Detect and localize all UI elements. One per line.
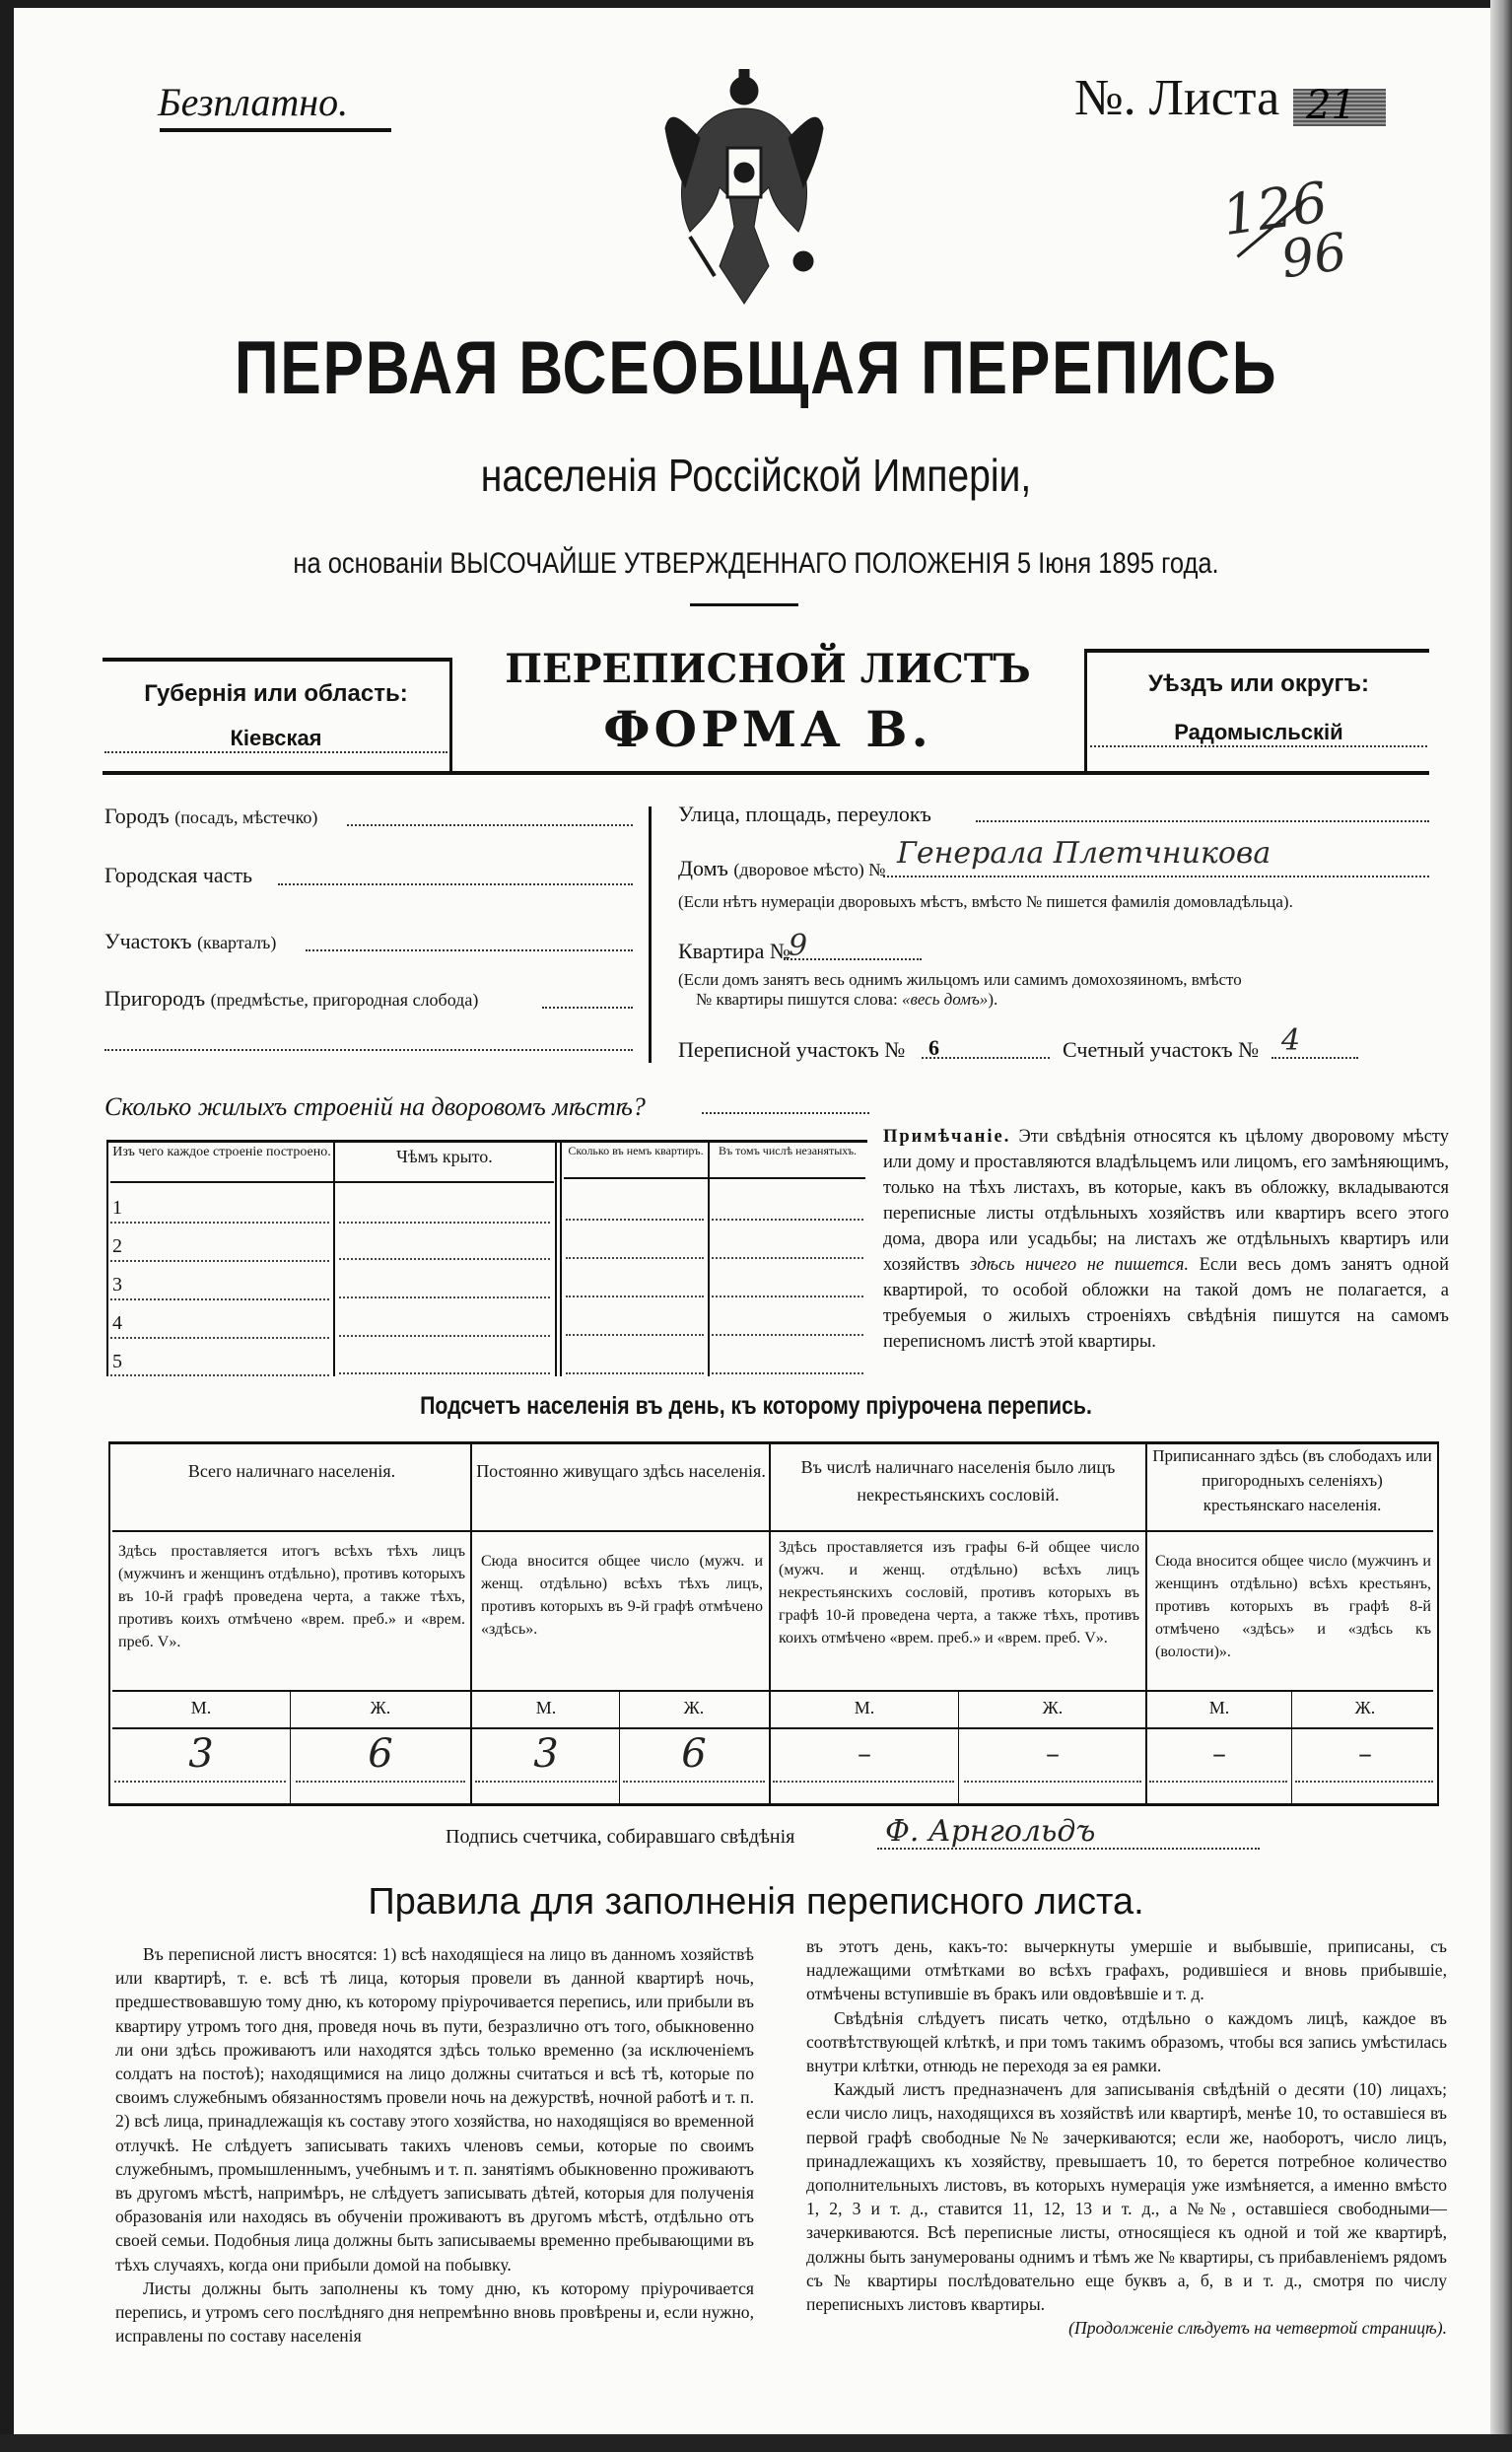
district-label: Участокъ bbox=[104, 929, 192, 953]
cell-line[interactable] bbox=[712, 1219, 863, 1221]
table-border bbox=[1291, 1692, 1292, 1804]
rules-left-column bbox=[115, 1942, 754, 2347]
column-header: Сколько въ немъ квартиръ. bbox=[568, 1144, 704, 1157]
population-col-description: Здѣсь проставляется итогъ всѣхъ тѣхъ лицъ (мужчинъ и женщинъ отдѣльно), противъ которыхъ въ 10-й графѣ проведена черта, а также тѣхъ, противъ коихъ отмѣчено «врем. преб.» и «врем. преб. V». bbox=[118, 1543, 465, 1650]
city-label: Городъ bbox=[104, 804, 170, 828]
male-count: 3 bbox=[188, 1731, 214, 1777]
cell-line[interactable] bbox=[566, 1372, 704, 1374]
population-col-description: Сюда вносится общее число (мужчинъ и женщинъ отдѣльно) всѣхъ крестьянъ, противъ которыхъ въ графѣ 8-й отмѣчено «здѣсь» и «здѣсь къ (волости)». bbox=[1155, 1553, 1431, 1660]
female-count: – bbox=[1046, 1737, 1060, 1770]
female-label: Ж. bbox=[683, 1698, 705, 1717]
archive-number: 96 bbox=[1277, 222, 1351, 291]
cell-line[interactable] bbox=[114, 1781, 286, 1783]
male-count: – bbox=[1212, 1737, 1226, 1770]
scan-edge-bottom bbox=[0, 2434, 1512, 2452]
district-hint: (кварталъ) bbox=[197, 933, 277, 952]
buildings-answer-line[interactable] bbox=[702, 1112, 869, 1114]
row-number: 4 bbox=[112, 1312, 122, 1334]
house-value: Генерала Плетчникова bbox=[897, 836, 1271, 871]
city-part-input-line[interactable] bbox=[278, 883, 633, 885]
rules-right-column bbox=[806, 1934, 1447, 2340]
uezd-value: Радомысльскій bbox=[1174, 720, 1343, 744]
note-label: Примѣчаніе. bbox=[883, 1127, 1011, 1147]
table-rule bbox=[110, 1181, 554, 1183]
gubernia-line bbox=[104, 751, 447, 753]
buildings-table bbox=[106, 1140, 867, 1376]
district-input-line[interactable] bbox=[306, 949, 633, 951]
scan-edge-top bbox=[0, 0, 1512, 8]
rules-title: Правила для заполненія переписного листа. bbox=[368, 1881, 1144, 1923]
table-rule bbox=[564, 1177, 865, 1179]
cell-line[interactable] bbox=[110, 1298, 329, 1300]
column-header: Въ томъ числѣ незанятыхъ. bbox=[718, 1144, 858, 1157]
table-border bbox=[470, 1441, 472, 1806]
female-count: – bbox=[1358, 1737, 1372, 1770]
apartment-note-2 bbox=[696, 990, 997, 1010]
female-label: Ж. bbox=[1042, 1698, 1064, 1717]
cell-line[interactable] bbox=[712, 1257, 863, 1259]
table-border bbox=[555, 1142, 557, 1376]
note-text: Если весь домъ занятъ одной квартирой, то особой обложки на такой домъ не полагается, а требуемыя о жилыхъ строеніяхъ свѣдѣнія пишутся на самомъ переписномъ листѣ этой квартиры. bbox=[883, 1255, 1450, 1352]
apartment-note-end: ). bbox=[988, 990, 998, 1009]
double-headed-eagle-emblem bbox=[660, 69, 828, 306]
house-hint: (дворовое мѣсто) № bbox=[733, 860, 886, 879]
table-rule bbox=[112, 1530, 1433, 1532]
census-district-label: Переписной участокъ № bbox=[678, 1037, 906, 1062]
table-border bbox=[619, 1692, 620, 1804]
cell-line[interactable] bbox=[475, 1781, 617, 1783]
male-label: М. bbox=[535, 1698, 557, 1717]
cell-line[interactable] bbox=[1295, 1781, 1433, 1783]
free-label-underline bbox=[160, 128, 391, 132]
document-basis: на основаніи ВЫСОЧАЙШЕ УТВЕРЖДЕННАГО ПОЛОЖЕНІЯ 5 Іюня 1895 года. bbox=[293, 547, 1219, 580]
row-number: 1 bbox=[112, 1197, 122, 1219]
cell-line[interactable] bbox=[712, 1372, 863, 1374]
population-col-header: Приписаннаго здѣсь (въ слободахъ или пригородныхъ селеніяхъ) крестьянскаго населенія. bbox=[1152, 1446, 1432, 1514]
population-col-header: Всего наличнаго населенія. bbox=[187, 1461, 396, 1481]
rules-paragraph: Свѣдѣнія слѣдуетъ писать четко, отдѣльно о каждомъ лицѣ, каждое въ соотвѣтствующей клѣткѣ, и при томъ такимъ образомъ, чтобы вся запись умѣстилась внутри клѣтки, отнюдь не переходя за ея рамки. bbox=[806, 2007, 1447, 2076]
table-rule bbox=[112, 1690, 1433, 1692]
cell-line[interactable] bbox=[566, 1257, 704, 1259]
table-border bbox=[290, 1692, 291, 1804]
street-input-line[interactable] bbox=[976, 820, 1429, 822]
band-divider bbox=[449, 658, 452, 771]
city-field bbox=[104, 804, 317, 829]
female-count: 6 bbox=[368, 1731, 393, 1777]
band-rule bbox=[1084, 649, 1429, 653]
female-count: 6 bbox=[681, 1731, 707, 1777]
cell-line[interactable] bbox=[623, 1781, 765, 1783]
sheet-number-value: 21 bbox=[1306, 83, 1356, 128]
table-border bbox=[106, 1140, 108, 1376]
gubernia-value: Кіевская bbox=[230, 726, 322, 750]
district-field bbox=[104, 929, 276, 954]
uezd-line bbox=[1090, 745, 1427, 747]
suburb-extra-line[interactable] bbox=[104, 1049, 633, 1051]
female-label: Ж. bbox=[1354, 1698, 1376, 1717]
house-field bbox=[678, 856, 885, 881]
cell-line[interactable] bbox=[110, 1337, 329, 1339]
scan-edge-right bbox=[1490, 0, 1512, 2452]
table-border bbox=[108, 1441, 110, 1806]
apartment-label: Квартира № bbox=[678, 939, 790, 963]
street-label: Улица, площадь, переулокъ bbox=[678, 802, 931, 826]
male-count: – bbox=[858, 1737, 871, 1770]
population-table bbox=[108, 1441, 1439, 1806]
cell-line[interactable] bbox=[964, 1781, 1141, 1783]
house-input-line[interactable] bbox=[883, 876, 1429, 877]
population-col-description: Здѣсь проставляется изъ графы 6-й общее число (мужч. и женщ. отдѣльно) всѣхъ лицъ некрестьянскихъ сословій, противъ которыхъ въ графѣ 10-й проведена черта, а также тѣхъ, противъ коихъ отмѣчено «врем. преб.» и «врем. преб. V». bbox=[779, 1539, 1139, 1646]
male-label: М. bbox=[190, 1698, 212, 1717]
rules-paragraph: Каждый листъ предназначенъ для записыванія свѣдѣній о десяти (10) лицахъ; если число лицъ, находящихся въ хозяйствѣ или квартирѣ, менѣе 10, то оставшіеся въ первой графѣ свободные №№ зачеркиваются; если же, наоборотъ, число лицъ, принадлежащихъ къ хозяйству, превышаетъ 10, то берется потребное количество дополнительныхъ листовъ, въ которыхъ нумерація уже измѣняется, а именно вмѣсто 1, 2, 3 и т. д., ставится 11, 12, 13 и т. д., а №№, оставшіеся свободными—зачеркиваются. Всѣ переписные листы, относящіеся къ одной и той же квартирѣ, должны быть занумерованы однимъ и тѣмъ же № квартиры, съ прибавленіемъ рядомъ съ № квартиры послѣдовательно еще буквъ а, б, в и т. д., смотря по числу переписныхъ листовъ квартиры. bbox=[806, 2079, 1447, 2315]
column-header: Чѣмъ крыто. bbox=[396, 1147, 493, 1166]
city-hint: (посадъ, мѣстечко) bbox=[174, 807, 318, 827]
rules-paragraph: Въ переписной листъ вносятся: 1) всѣ находящіеся на лицо въ данномъ хозяйствѣ или квартирѣ, т. е. всѣ тѣ лица, которыя провели въ данной квартирѣ ночь, предшествовавшую тому дню, къ которому пріурочивается перепись, или прибыли въ квартиру утромъ того дня, проведя ночь въ пути, безразлично отъ того, обыкновенно ли они здѣсь проживаютъ или находятся здѣсь только временно (за исключеніемъ солдатъ на постоѣ); находящимися на лицо должны считаться и всѣ тѣ, которые по своимъ служебнымъ обязанностямъ провели ночь на дежурствѣ, ночной работѣ и т. п. 2) всѣ лица, принадлежащія къ составу этого хозяйства, но находящіяся во временной отлучкѣ. Не слѣдуетъ записывать такихъ членовъ семьи, которые по своимъ служебнымъ, промышленнымъ, учебнымъ и т. п. занятіямъ обыкновенно проживаютъ въ другомъ мѣстѣ, напримѣръ, не слѣдуетъ записывать дѣтей, которыя для полученія образованія или находясь въ обученіи проживаютъ въ другомъ мѣстѣ, отдѣльно отъ своей семьи. Подобныя лица должны быть записываемы временно пребывающими въ тѣхъ случаяхъ, когда они прибыли домой на побывку. bbox=[115, 1944, 754, 2275]
band-divider bbox=[1084, 651, 1087, 771]
cell-line[interactable] bbox=[339, 1222, 550, 1224]
title-divider bbox=[690, 603, 798, 606]
table-border bbox=[560, 1142, 562, 1376]
note-paragraph bbox=[883, 1124, 1449, 1355]
male-label: М. bbox=[854, 1698, 875, 1717]
apartment-note-1: (Если домъ занятъ весь однимъ жильцомъ или самимъ домохозяиномъ, вмѣсто bbox=[678, 970, 1242, 989]
cell-line[interactable] bbox=[296, 1781, 465, 1783]
suburb-input-line[interactable] bbox=[542, 1007, 633, 1009]
table-border bbox=[1437, 1441, 1439, 1806]
signature-value: Ф. Арнгольдъ bbox=[885, 1814, 1096, 1849]
address-divider bbox=[649, 806, 652, 1063]
document-subtitle: населенія Россійской Имперіи, bbox=[480, 450, 1032, 501]
count-district-value: 4 bbox=[1281, 1023, 1301, 1058]
row-number: 5 bbox=[112, 1351, 122, 1372]
form-subtitle: ФОРМА В. bbox=[603, 700, 932, 758]
cell-line[interactable] bbox=[773, 1781, 954, 1783]
free-of-charge-label: Безплатно. bbox=[158, 80, 349, 124]
row-number: 3 bbox=[112, 1274, 122, 1296]
cell-line[interactable] bbox=[110, 1260, 329, 1262]
suburb-hint: (предмѣстье, пригородная слобода) bbox=[210, 990, 479, 1010]
band-rule bbox=[103, 771, 1429, 775]
house-note: (Если нѣтъ нумераціи дворовыхъ мѣстъ, вмѣсто № пишется фамилія домовладѣльца). bbox=[678, 892, 1293, 911]
population-title: Подсчетъ населенія въ день, къ которому пріурочена перепись. bbox=[420, 1392, 1092, 1420]
female-label: Ж. bbox=[370, 1698, 391, 1717]
cell-line[interactable] bbox=[1149, 1781, 1287, 1783]
document-title: ПЕРВАЯ ВСЕОБЩАЯ ПЕРЕПИСЬ bbox=[234, 326, 1278, 410]
column-header: Изъ чего каждое строеніе построено. bbox=[112, 1145, 331, 1159]
note-text-italic: здѣсь ничего не пишется. bbox=[970, 1255, 1189, 1275]
sheet-number-label: №. Листа bbox=[1074, 70, 1280, 126]
row-number: 2 bbox=[112, 1235, 122, 1257]
rules-paragraph: въ этотъ день, какъ-то: вычеркнуты умершіе и выбывшіе, приписаны, съ надлежащими отмѣтками во всѣхъ графахъ, родившіеся и вновь прибывшіе, отмѣчены вступившіе въ бракъ или овдовѣвшіе и т. д. bbox=[806, 1936, 1447, 2004]
table-rule bbox=[108, 1803, 1439, 1806]
cell-line[interactable] bbox=[339, 1372, 550, 1374]
suburb-label: Пригородъ bbox=[104, 986, 206, 1011]
band-rule bbox=[103, 658, 451, 662]
scan-edge-left bbox=[0, 0, 14, 2452]
city-input-line[interactable] bbox=[347, 824, 633, 826]
census-district-input-line[interactable] bbox=[922, 1057, 1050, 1059]
apartment-note-text: № квартиры пишутся слова: bbox=[696, 990, 898, 1009]
apartment-value: 9 bbox=[789, 929, 808, 963]
census-district-value: 6 bbox=[928, 1035, 939, 1060]
archive-number-crossed-out: 126 bbox=[1217, 170, 1332, 249]
cell-line[interactable] bbox=[339, 1335, 550, 1337]
cell-line[interactable] bbox=[566, 1334, 704, 1336]
apartment-note-italic: «весь домъ» bbox=[901, 990, 989, 1009]
population-col-header: Въ числѣ наличнаго населенія было лицъ некрестьянскихъ сословій. bbox=[800, 1457, 1116, 1505]
cell-line[interactable] bbox=[712, 1296, 863, 1297]
uezd-label: Уѣздъ или округъ: bbox=[1147, 670, 1370, 697]
gubernia-label: Губернія или область: bbox=[144, 680, 408, 707]
population-col-header: Постоянно живущаго здѣсь населенія. bbox=[476, 1461, 766, 1481]
cell-line[interactable] bbox=[339, 1258, 550, 1260]
cell-line[interactable] bbox=[339, 1296, 550, 1298]
buildings-question: Сколько жилыхъ строеній на дворовомъ мѣстѣ? bbox=[104, 1092, 646, 1121]
count-district-label: Счетный участокъ № bbox=[1063, 1037, 1260, 1062]
table-rule bbox=[112, 1727, 1433, 1729]
table-border bbox=[333, 1142, 335, 1376]
house-label: Домъ bbox=[678, 856, 728, 880]
suburb-field bbox=[104, 986, 478, 1012]
city-part-label: Городская часть bbox=[104, 863, 253, 887]
note-text: Эти свѣдѣнія относятся къ цѣлому дворовому мѣсту или дому и проставляются владѣльцемъ или лицомъ, его замѣняющимъ, только на тѣхъ листахъ, въ которые, какъ въ обложку, вкладываются переписные листы отдѣльныхъ хозяйствъ или квартиръ всего этого дома, двора или усадьбы; на листахъ же отдѣльныхъ квартиръ или хозяйствъ bbox=[883, 1127, 1449, 1275]
cell-line[interactable] bbox=[110, 1374, 329, 1376]
rules-paragraph: Листы должны быть заполнены къ тому дню, къ которому пріурочивается перепись, и утромъ сего послѣдняго дня непремѣнно вновь провѣрены и, если нужно, исправлены по составу населенія bbox=[115, 2277, 754, 2347]
form-title: ПЕРЕПИСНОЙ ЛИСТЪ bbox=[505, 646, 1031, 692]
male-label: М. bbox=[1208, 1698, 1230, 1717]
cell-line[interactable] bbox=[110, 1222, 329, 1224]
rules-continuation: (Продолженіе слѣдуетъ на четвертой страницѣ). bbox=[1068, 2318, 1447, 2339]
signature-label: Подпись счетчика, собиравшаго свѣдѣнія bbox=[446, 1826, 795, 1848]
cell-line[interactable] bbox=[566, 1296, 704, 1297]
cell-line[interactable] bbox=[712, 1334, 863, 1336]
cell-line[interactable] bbox=[566, 1219, 704, 1221]
table-border bbox=[958, 1692, 959, 1804]
population-col-description: Сюда вносится общее число (мужч. и женщ. отдѣльно) всѣхъ тѣхъ лицъ, противъ которыхъ въ 9-й графѣ отмѣчено «здѣсь». bbox=[481, 1553, 763, 1638]
male-count: 3 bbox=[533, 1731, 559, 1777]
